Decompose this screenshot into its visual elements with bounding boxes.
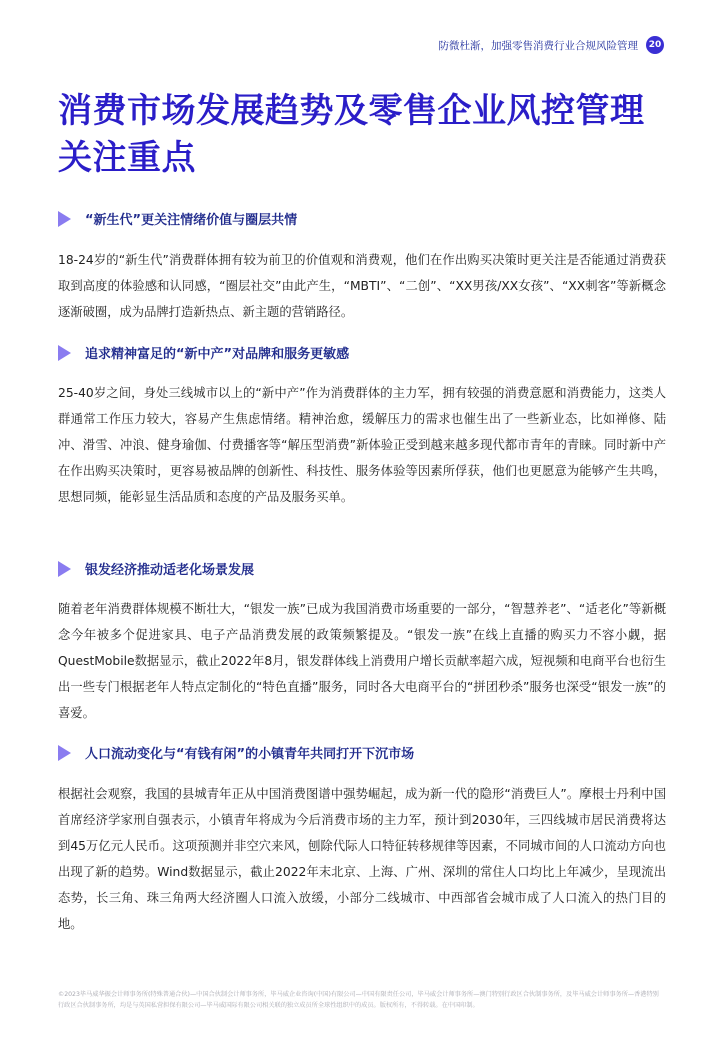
section-title: 追求精神富足的“新中产”对品牌和服务更敏感 [85, 347, 350, 362]
section-title: “新生代”更关注情绪价值与圈层共情 [85, 213, 298, 228]
section-body-4: 根据社会观察，我国的县城青年正从中国消费图谱中强势崛起，成为新一代的隐形“消费巨人”。摩根士丹利中国首席经济学家刑自强表示，小镇青年将成为今后消费市场的主力军，预计到2030年，三四线城市居民消费将达到45万亿元人民币。这项预测并非空穴来风，刨除代际人口特征转移规律等因素，不同城市间的人口流动方向也出现了新的趋势。Wind数据显示，截止2022年末北京、上海、广州、深圳的常住人口均比上年减少，呈现流出态势，长三角、珠三角两大经济圈人口流入放缓，小部分二线城市、中西部省会城市成了人口流入的热门目的地。 [58, 787, 666, 931]
section-heading-1 [58, 209, 297, 228]
section-heading-2 [58, 343, 349, 362]
page-number-badge: 20 [646, 36, 664, 54]
section-heading-4 [58, 743, 414, 762]
copyright-footer: ©2023毕马威华振会计师事务所(特殊普通合伙)—中国合伙制会计师事务所，毕马威企业咨询(中国)有限公司—中国有限责任公司，毕马威会计师事务所—澳门特别行政区合伙制事务所，及毕马威会计师事务所—香港特别行政区合伙制事务所，均是与英国私营担保有限公司—毕马威国际有限公司相关联的独立成员所全球性组织中的成员。版权所有，不得转载。在中国印制。 [58, 991, 659, 1009]
triangle-arrow-icon [58, 345, 71, 361]
section-body-3: 随着老年消费群体规模不断壮大，“银发一族”已成为我国消费市场重要的一部分，“智慧养老”、“适老化”等新概念今年被多个促进家具、电子产品消费发展的政策频繁提及。“银发一族”在线上直播的购买力不容小觑，据QuestMobile数据显示，截止2022年8月，银发群体线上消费用户增长贡献率超六成，短视频和电商平台也衍生出一些专门根据老年人特点定制化的“特色直播”服务，同时各大电商平台的“拼团秒杀”服务也深受“银发一族”的喜爱。 [58, 602, 666, 720]
section-body-1: 18-24岁的“新生代”消费群体拥有较为前卫的价值观和消费观，他们在作出购买决策时更关注是否能通过消费获取到高度的体验感和认同感，“圈层社交”由此产生，“MBTI”、“二创”、“XX男孩/XX女孩”、“XX刺客”等新概念逐渐破圈，成为品牌打造新热点、新主题的营销路径。 [58, 253, 666, 319]
header-title: 防微杜渐，加强零售消费行业合规风险管理 [438, 39, 638, 52]
triangle-arrow-icon [58, 211, 71, 227]
page-header [439, 36, 665, 54]
triangle-arrow-icon [58, 561, 71, 577]
section-body-2: 25-40岁之间，身处三线城市以上的“新中产”作为消费群体的主力军，拥有较强的消费意愿和消费能力，这类人群通常工作压力较大，容易产生焦虑情绪。精神治愈，缓解压力的需求也催生出了一些新业态，比如禅修、陆冲、滑雪、冲浪、健身瑜伽、付费播客等“解压型消费”新体验正受到越来越多现代都市青年的青睐。同时新中产在作出购买决策时，更容易被品牌的创新性、科技性、服务体验等因素所俘获，他们也更愿意为能够产生共鸣，思想同频，能彰显生活品质和态度的产品及服务买单。 [58, 386, 666, 504]
section-title: 人口流动变化与“有钱有闲”的小镇青年共同打开下沉市场 [85, 747, 415, 762]
section-heading-3 [58, 559, 254, 578]
section-title: 银发经济推动适老化场景发展 [85, 563, 255, 578]
triangle-arrow-icon [58, 745, 71, 761]
page-title: 消费市场发展趋势及零售企业风控管理关注重点 [58, 91, 645, 178]
